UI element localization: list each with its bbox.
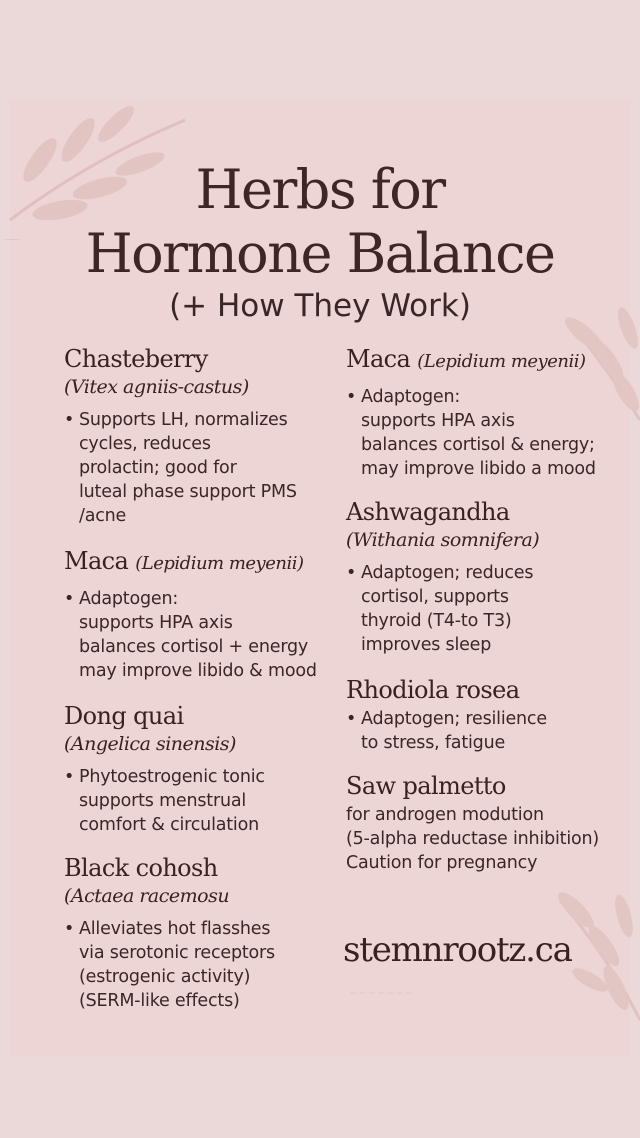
bullet-icon: •: [64, 767, 75, 787]
herb-dong-quai: [64, 701, 334, 837]
right-column: [346, 344, 631, 875]
herb-bullet: • Phytoestrogenic tonic supports menstrual comfort & circulation: [64, 767, 265, 835]
website-link[interactable]: stemnrootz.ca: [343, 930, 572, 970]
herb-name: Maca (Lepidium meyenii): [64, 547, 304, 575]
herb-rhodiola-rosea: [346, 675, 631, 755]
herb-name: Maca (Lepidium meyenii): [346, 345, 586, 373]
herb-latin-name: (Angelica sinensis): [64, 733, 236, 755]
bullet-icon: •: [64, 919, 75, 939]
herb-name: Black cohosh: [64, 854, 218, 882]
herb-name: Ashwagandha: [346, 498, 510, 526]
herb-latin-name: (Actaea racemosu: [64, 885, 230, 907]
herb-bullet: • Adaptogen; reduces cortisol, supports thyroid (T4-to T3) improves sleep: [346, 563, 534, 655]
herb-bullet: • Adaptogen: supports HPA axis balances cortisol & energy; may improve libido a mood: [346, 387, 596, 479]
herb-ashwagandha: [346, 497, 631, 657]
page-title-line1: Herbs for: [195, 158, 445, 221]
page-subtitle: (+ How They Work): [169, 288, 471, 324]
herb-bullet: • Adaptogen; resilience to stress, fatigue: [346, 709, 547, 753]
divider: [350, 992, 412, 996]
bullet-icon: •: [346, 387, 357, 407]
herb-latin-name: (Lepidium meyenii): [417, 351, 586, 372]
herb-name: Rhodiola rosea: [346, 676, 520, 704]
herb-description: for androgen modution (5-alpha reductase inhibition) Caution for pregnancy: [346, 805, 600, 873]
herb-name: Saw palmetto: [346, 772, 506, 800]
herb-latin-name: (Withania somnifera): [346, 529, 540, 551]
herb-name: Chasteberry: [64, 345, 208, 373]
herb-saw-palmetto: [346, 771, 631, 875]
herb-chasteberry: [64, 344, 334, 528]
bullet-icon: •: [64, 410, 75, 430]
left-column: [64, 344, 334, 1013]
herb-maca: [346, 344, 631, 481]
herb-bullet: • Adaptogen: supports HPA axis balances cortisol + energy may improve libido & mood: [64, 589, 317, 681]
herb-maca: [64, 546, 334, 683]
herb-name: Dong quai: [64, 702, 184, 730]
bullet-icon: •: [346, 709, 357, 729]
herb-bullet: • Supports LH, normalizes cycles, reduces prolactin; good for luteal phase support PMS /acne: [64, 410, 297, 526]
herb-bullet: • Alleviates hot flasshes via serotonic receptors (estrogenic activity) (SERM-like effects): [64, 919, 275, 1011]
page-title-line2: Hormone Balance: [85, 222, 555, 285]
herb-black-cohosh: [64, 853, 334, 1013]
bullet-icon: •: [64, 589, 75, 609]
herb-latin-name: (Vitex agniis-castus): [64, 376, 249, 398]
bullet-icon: •: [346, 563, 357, 583]
herb-latin-name: (Lepidium meyenii): [135, 553, 304, 574]
